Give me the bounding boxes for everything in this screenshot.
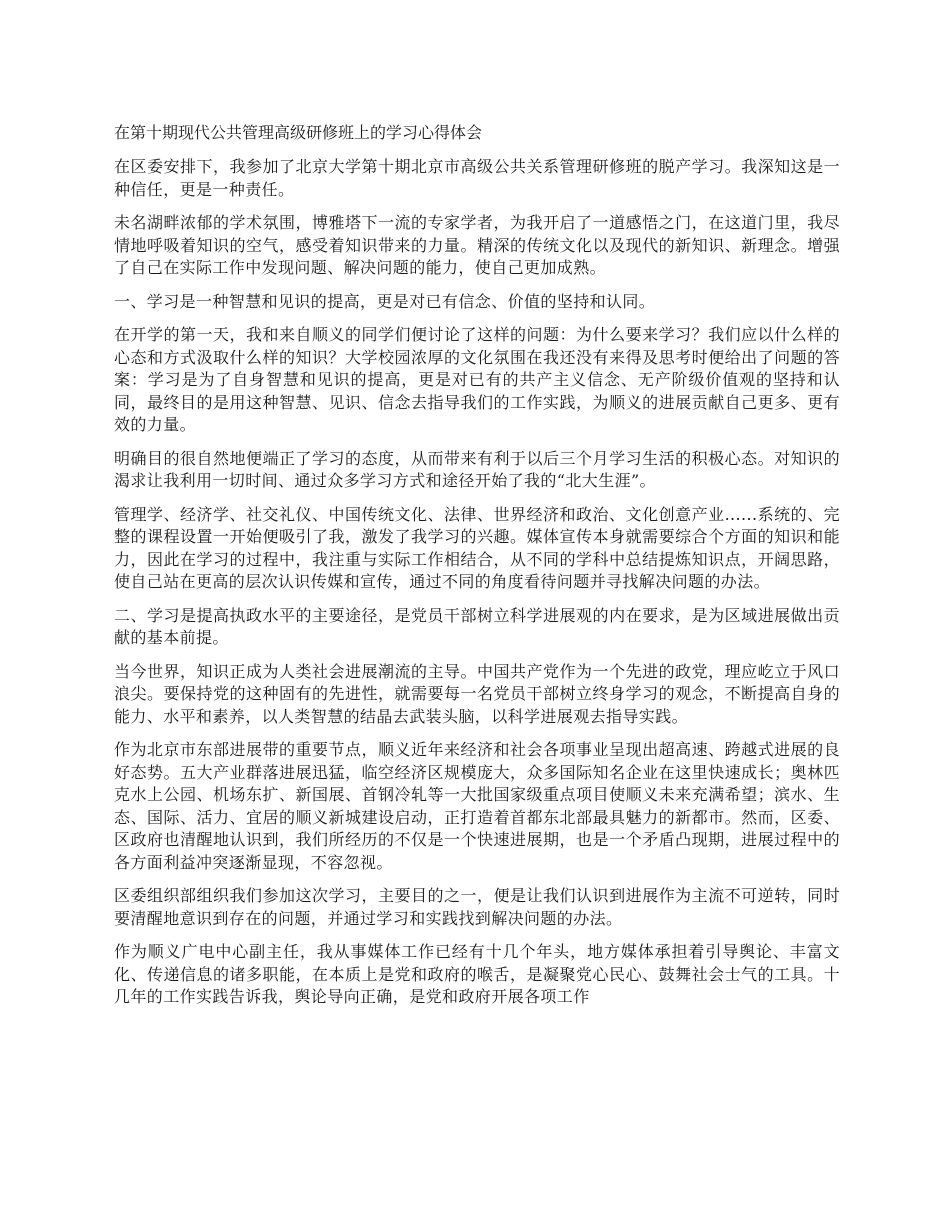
paragraph: 明确目的很自然地便端正了学习的态度，从而带来有利于以后三个月学习生活的积极心态。对知识的渴求让我利用一切时间、通过众多学习方式和途径开始了我的“北大生涯”。 — [114, 448, 840, 490]
document-title: 在第十期现代公共管理高级研修班上的学习心得体会 — [114, 123, 483, 142]
document-page — [114, 122, 840, 1020]
paragraph: 未名湖畔浓郁的学术氛围，博雅塔下一流的专家学者，为我开启了一道感悟之门，在这道门里，我尽情地呼吸着知识的空气，感受着知识带来的力量。精深的传统文化以及现代的新知识、新理念。增强了自己在实际工作中发现问题、解决问题的能力，使自己更加成熟。 — [114, 213, 840, 277]
section-heading: 二、学习是提高执政水平的主要途径，是党员干部树立科学进展观的内在要求，是为区域进展做出贡献的基本前提。 — [114, 605, 840, 647]
paragraph: 在区委安排下，我参加了北京大学第十期北京市高级公共关系管理研修班的脱产学习。我深知这是一种信任，更是一种责任。 — [114, 157, 840, 199]
paragraph: 作为北京市东部进展带的重要节点，顺义近年来经济和社会各项事业呈现出超高速、跨越式进展的良好态势。五大产业群落进展迅猛，临空经济区规模庞大，众多国际知名企业在这里快速成长；奥林匹克水上公园、机场东扩、新国展、首钢冷轧等一大批国家级重点项目使顺义未来充满希望；滨水、生态、国际、活力、宜居的顺义新城建设启动，正打造着首都东北部最具魅力的新都市。然而，区委、区政府也清醒地认识到，我们所经历的不仅是一个快速进展期，也是一个矛盾凸现期，进展过程中的各方面利益冲突逐渐显现，不容忽视。 — [114, 740, 840, 872]
paragraph: 管理学、经济学、社交礼仪、中国传统文化、法律、世界经济和政治、文化创意产业......系统的、完整的课程设置一开始便吸引了我，激发了我学习的兴趣。媒体宣传本身就需要综合个方面的知识和能力，因此在学习的过程中，我注重与实际工作相结合，从不同的学科中总结提炼知识点，开阔思路，使自己站在更高的层次认识传媒和宣传，通过不同的角度看待问题并寻找解决问题的办法。 — [114, 504, 840, 591]
section-heading: 一、学习是一种智慧和见识的提高，更是对已有信念、价值的坚持和认同。 — [114, 291, 656, 311]
paragraph: 作为顺义广电中心副主任，我从事媒体工作已经有十几个年头，地方媒体承担着引导舆论、丰富文化、传递信息的诸多职能，在本质上是党和政府的喉舌，是凝聚党心民心、鼓舞社会士气的工具。十几年的工作实践告诉我，舆论导向正确，是党和政府开展各项工作 — [114, 942, 840, 1006]
paragraph: 在开学的第一天，我和来自顺义的同学们便讨论了这样的问题：为什么要来学习？我们应以什么样的心态和方式汲取什么样的知识？大学校园浓厚的文化氛围在我还没有来得及思考时便给出了问题的答案：学习是为了自身智慧和见识的提高，更是对已有的共产主义信念、无产阶级价值观的坚持和认同，最终目的是用这种智慧、见识、信念去指导我们的工作实践，为顺义的进展贡献自己更多、更有效的力量。 — [114, 325, 840, 434]
paragraph: 区委组织部组织我们参加这次学习，主要目的之一，便是让我们认识到进展作为主流不可逆转，同时要清醒地意识到存在的问题，并通过学习和实践找到解决问题的办法。 — [114, 886, 840, 928]
paragraph: 当今世界，知识正成为人类社会进展潮流的主导。中国共产党作为一个先进的政党，理应屹立于风口浪尖。要保持党的这种固有的先进性，就需要每一名党员干部树立终身学习的观念，不断提高自身的能力、水平和素养，以人类智慧的结晶去武装头脑，以科学进展观去指导实践。 — [114, 661, 840, 726]
